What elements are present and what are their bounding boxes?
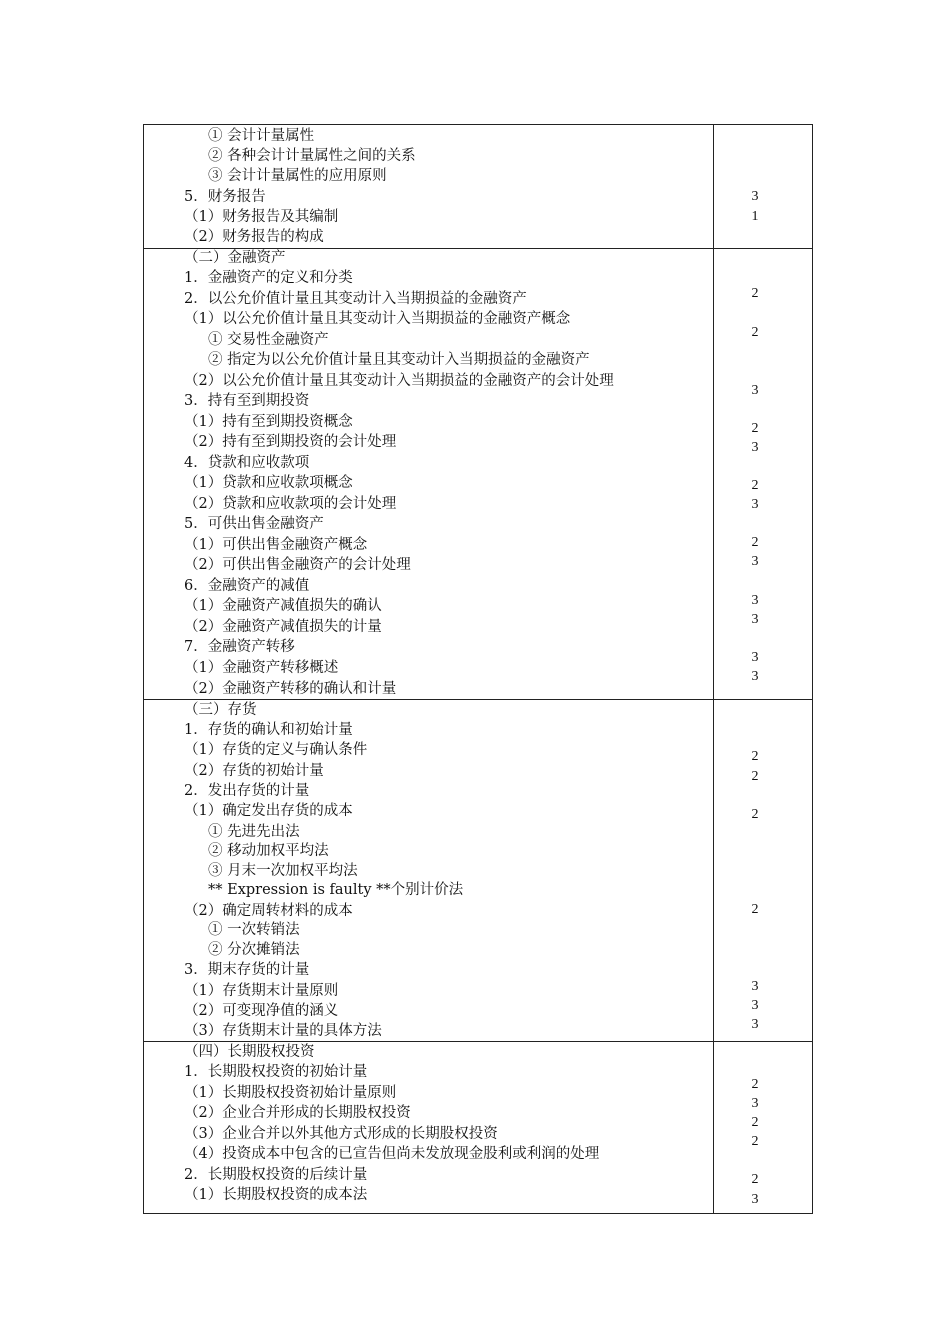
syllabus-line: 2．发出存货的计量 xyxy=(184,783,310,799)
level-number: 3 xyxy=(751,1017,759,1032)
level-number: 3 xyxy=(751,650,759,665)
syllabus-line: ** Expression is faulty **个别计价法 xyxy=(208,882,464,898)
syllabus-line: 6．金融资产的减值 xyxy=(184,578,310,594)
syllabus-line: ② 指定为以公允价值计量且其变动计入当期损益的金融资产 xyxy=(208,352,590,368)
syllabus-line: （1）持有至到期投资概念 xyxy=(184,414,353,430)
level-number: 3 xyxy=(751,1192,759,1207)
syllabus-line: （1）可供出售金融资产概念 xyxy=(184,537,368,553)
level-number: 3 xyxy=(751,612,759,627)
syllabus-line: 3．持有至到期投资 xyxy=(184,393,310,409)
syllabus-line: 1．长期股权投资的初始计量 xyxy=(184,1064,368,1080)
level-number: 2 xyxy=(751,1134,759,1149)
level-number: 3 xyxy=(751,497,759,512)
syllabus-line: （1）金融资产转移概述 xyxy=(184,660,339,676)
level-number: 2 xyxy=(751,902,759,917)
level-number: 3 xyxy=(751,593,759,608)
syllabus-line: （2）金融资产减值损失的计量 xyxy=(184,619,382,635)
level-number: 3 xyxy=(751,1096,759,1111)
syllabus-line: （三）存货 xyxy=(184,702,257,718)
syllabus-line: （二）金融资产 xyxy=(184,250,286,266)
syllabus-line: （3）企业合并以外其他方式形成的长期股权投资 xyxy=(184,1126,498,1142)
level-number: 2 xyxy=(751,1077,759,1092)
syllabus-line: （1）存货期末计量原则 xyxy=(184,983,339,999)
syllabus-table xyxy=(143,124,813,1214)
syllabus-line: （1）财务报告及其编制 xyxy=(184,209,339,225)
level-number: 2 xyxy=(751,769,759,784)
syllabus-line: ② 移动加权平均法 xyxy=(208,843,329,859)
level-number: 2 xyxy=(751,749,759,764)
syllabus-line: （1）确定发出存货的成本 xyxy=(184,803,353,819)
syllabus-line: 7．金融资产转移 xyxy=(184,639,295,655)
syllabus-line: （2）贷款和应收款项的会计处理 xyxy=(184,496,397,512)
syllabus-line: 4．贷款和应收款项 xyxy=(184,455,310,471)
syllabus-line: （3）存货期末计量的具体方法 xyxy=(184,1023,382,1039)
level-number: 3 xyxy=(751,383,759,398)
level-number: 3 xyxy=(751,189,759,204)
syllabus-line: （2）存货的初始计量 xyxy=(184,763,324,779)
syllabus-line: （2）确定周转材料的成本 xyxy=(184,903,353,919)
row-divider xyxy=(144,699,812,700)
syllabus-line: （1）金融资产减值损失的确认 xyxy=(184,598,382,614)
level-number: 2 xyxy=(751,1115,759,1130)
level-number: 3 xyxy=(751,998,759,1013)
syllabus-line: （2）以公允价值计量且其变动计入当期损益的金融资产的会计处理 xyxy=(184,373,614,389)
syllabus-line: ① 交易性金融资产 xyxy=(208,332,329,348)
level-number: 2 xyxy=(751,421,759,436)
syllabus-line: （1）以公允价值计量且其变动计入当期损益的金融资产概念 xyxy=(184,311,571,327)
syllabus-line: ③ 月末一次加权平均法 xyxy=(208,863,358,879)
syllabus-line: （2）企业合并形成的长期股权投资 xyxy=(184,1105,411,1121)
syllabus-line: （2）财务报告的构成 xyxy=(184,229,324,245)
syllabus-line: 5．可供出售金融资产 xyxy=(184,516,324,532)
syllabus-line: （2）可供出售金融资产的会计处理 xyxy=(184,557,411,573)
level-number: 3 xyxy=(751,669,759,684)
level-number: 2 xyxy=(751,535,759,550)
syllabus-line: （2）金融资产转移的确认和计量 xyxy=(184,681,397,697)
syllabus-line: （1）贷款和应收款项概念 xyxy=(184,475,353,491)
level-number: 3 xyxy=(751,554,759,569)
level-number: 2 xyxy=(751,286,759,301)
syllabus-line: （2）持有至到期投资的会计处理 xyxy=(184,434,397,450)
syllabus-line: （1）存货的定义与确认条件 xyxy=(184,742,368,758)
level-number: 3 xyxy=(751,440,759,455)
syllabus-line: ② 各种会计计量属性之间的关系 xyxy=(208,148,416,164)
level-number: 2 xyxy=(751,807,759,822)
syllabus-line: ② 分次摊销法 xyxy=(208,942,300,958)
syllabus-line: ① 先进先出法 xyxy=(208,824,300,840)
syllabus-line: 3．期末存货的计量 xyxy=(184,962,310,978)
level-number: 1 xyxy=(751,209,759,224)
syllabus-line: ① 会计计量属性 xyxy=(208,128,315,144)
syllabus-line: （四）长期股权投资 xyxy=(184,1044,315,1060)
syllabus-line: 1．金融资产的定义和分类 xyxy=(184,270,353,286)
row-divider xyxy=(144,1041,812,1042)
syllabus-line: 5．财务报告 xyxy=(184,189,266,205)
syllabus-line: ① 一次转销法 xyxy=(208,922,300,938)
level-number: 2 xyxy=(751,478,759,493)
syllabus-line: （1）长期股权投资的成本法 xyxy=(184,1187,368,1203)
level-number: 3 xyxy=(751,979,759,994)
level-number: 2 xyxy=(751,325,759,340)
syllabus-line: （4）投资成本中包含的已宣告但尚未发放现金股利或利润的处理 xyxy=(184,1146,600,1162)
syllabus-line: 1．存货的确认和初始计量 xyxy=(184,722,353,738)
level-number: 2 xyxy=(751,1172,759,1187)
syllabus-line: （1）长期股权投资初始计量原则 xyxy=(184,1085,397,1101)
syllabus-line: 2．以公允价值计量且其变动计入当期损益的金融资产 xyxy=(184,291,527,307)
syllabus-line: 2．长期股权投资的后续计量 xyxy=(184,1167,368,1183)
syllabus-line: ③ 会计计量属性的应用原则 xyxy=(208,168,387,184)
column-divider xyxy=(713,125,714,1213)
syllabus-line: （2）可变现净值的涵义 xyxy=(184,1003,339,1019)
